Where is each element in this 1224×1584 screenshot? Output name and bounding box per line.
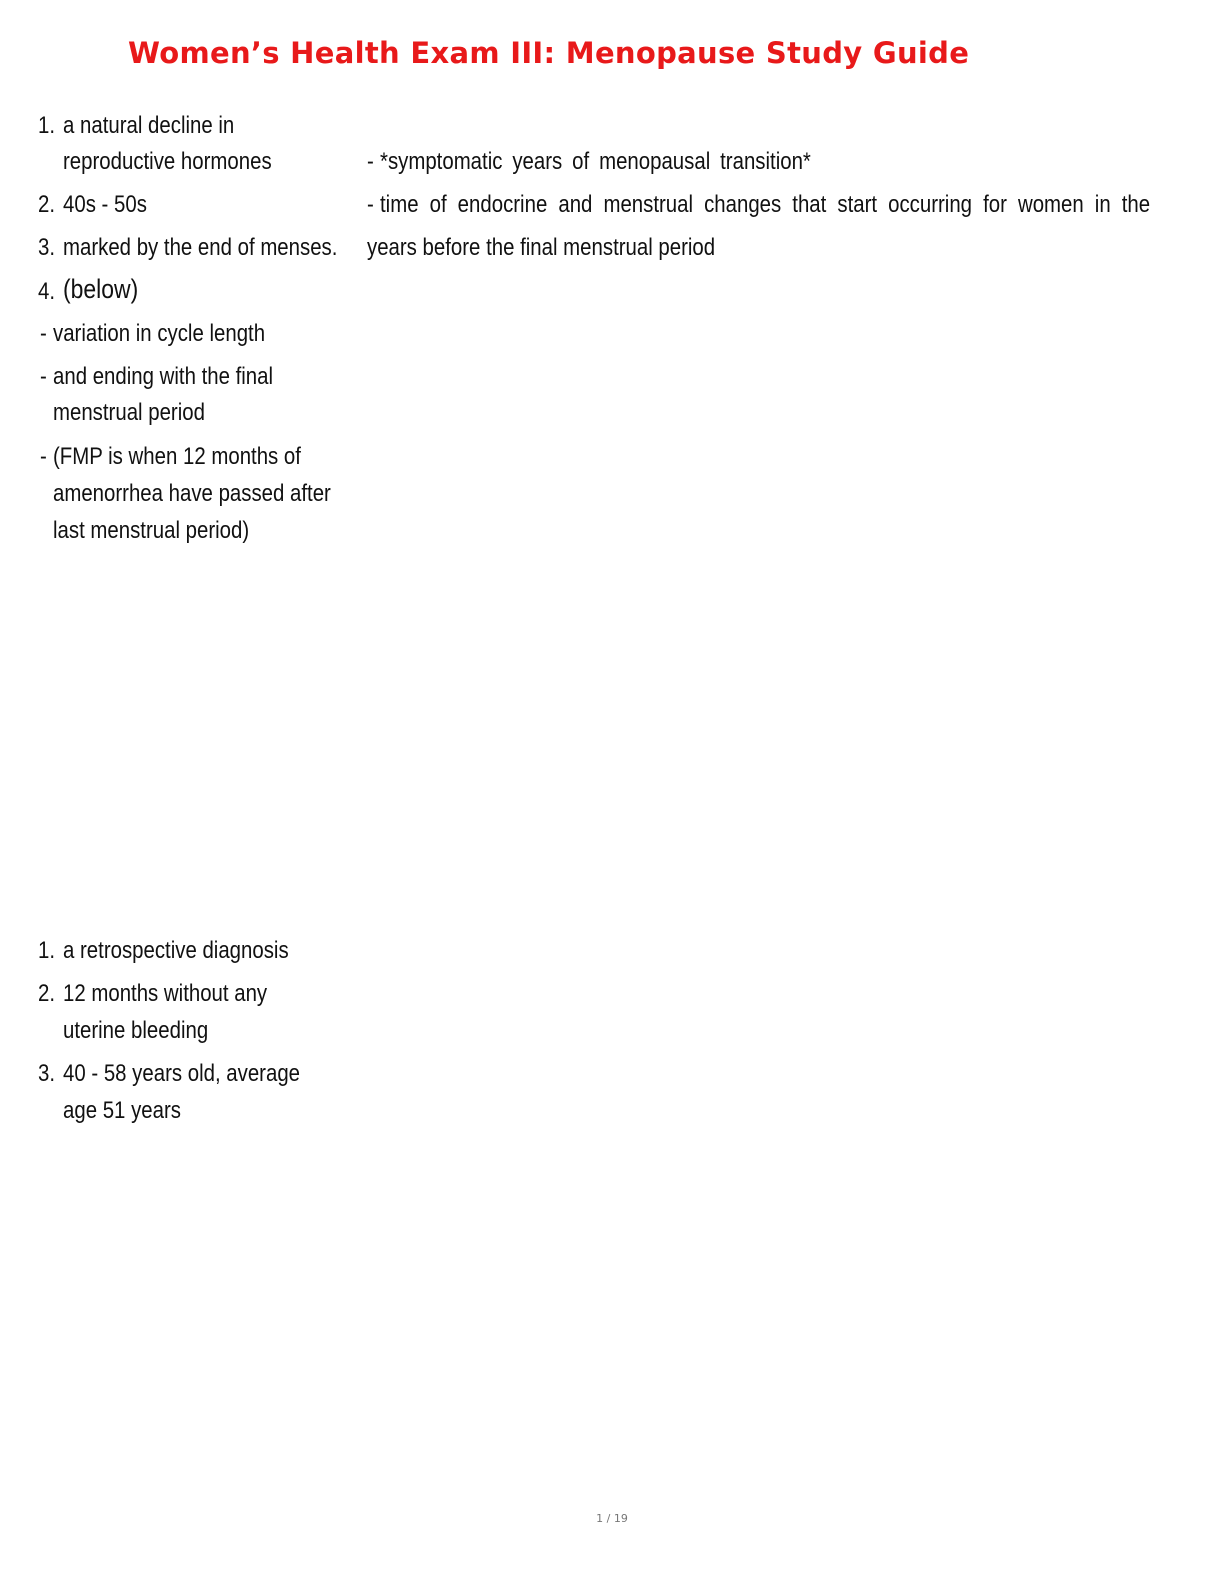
s2-item3-line1: 40 - 58 years old, average [63,1060,301,1087]
s1-bullet1-line1: variation in cycle length [53,320,266,347]
page-indicator: 1 / 19 [596,1512,628,1525]
s1-bullet3-line2: amenorrhea have passed after [53,480,331,507]
s1-right-bullet2-continuation: years before the final menstrual period [367,234,716,261]
s2-item3-number: 3. [38,1060,56,1087]
s1-bullet2-dash: - [40,363,47,390]
s2-item2-number: 2. [38,980,56,1007]
page-title: Women’s Health Exam III: Menopause Study Guide [128,36,970,70]
s1-bullet2-line1: and ending with the final [53,363,274,390]
s2-item1-line1: a retrospective diagnosis [63,937,289,964]
s1-right-bullet1-text: *symptomatic years of menopausal transition* [380,148,811,175]
s2-item1-number: 1. [38,937,56,964]
s1-item3-line1: marked by the end of menses. [63,234,338,261]
s2-item2-line2: uterine bleeding [63,1017,209,1044]
s1-right-bullet1-dash: - [367,148,374,175]
s1-bullet3-line3: last menstrual period) [53,517,250,544]
s2-item3-line2: age 51 years [63,1097,181,1124]
s1-bullet3-dash: - [40,443,47,470]
s1-bullet2-line2: menstrual period [53,399,205,426]
s1-bullet1-dash: - [40,320,47,347]
s1-item1-number: 1. [38,112,56,139]
s2-item2-line1: 12 months without any [63,980,268,1007]
s1-bullet3-line1: (FMP is when 12 months of [53,443,301,470]
s1-item2-line1: 40s - 50s [63,191,147,218]
s1-item4-line1: (below) [63,274,139,304]
s1-item4-number: 4. [38,278,56,305]
s1-right-bullet2-dash: - [367,191,374,218]
s1-item1-line2: reproductive hormones [63,148,272,175]
s1-item1-line1: a natural decline in [63,112,235,139]
s1-right-bullet2-text: time of endocrine and menstrual changes that start occurring for women in the [380,191,1151,218]
s1-item3-number: 3. [38,234,56,261]
s1-item2-number: 2. [38,191,56,218]
